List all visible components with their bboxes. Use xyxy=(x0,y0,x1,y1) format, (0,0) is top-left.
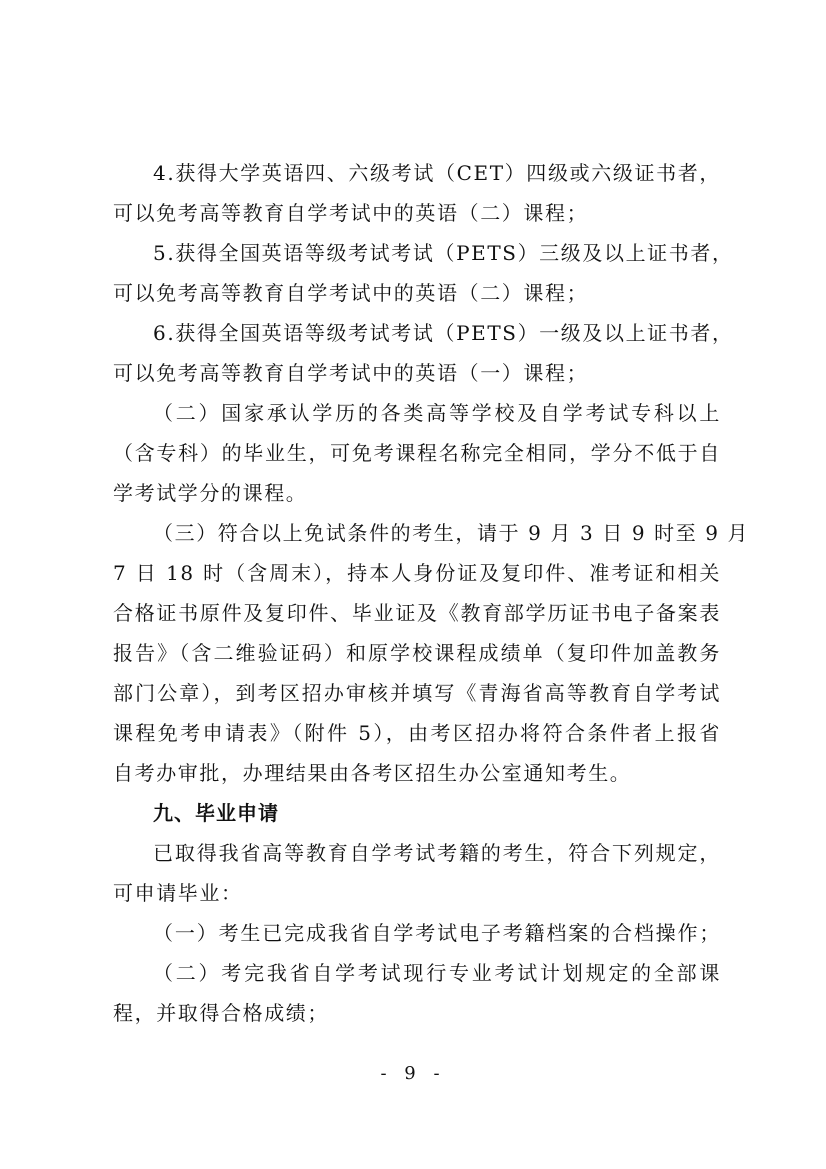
paragraph-line: 5.获得全国英语等级考试考试（PETS）三级及以上证书者， xyxy=(153,241,734,265)
paragraph-line: 合格证书原件及复印件、毕业证及《教育部学历证书电子备案表 xyxy=(113,601,721,625)
paragraph-line: 可申请毕业： xyxy=(113,881,243,905)
page-number: - 9 - xyxy=(380,1063,446,1084)
paragraph-line: 6.获得全国英语等级考试考试（PETS）一级及以上证书者， xyxy=(153,321,734,345)
paragraph-line: 4.获得大学英语四、六级考试（CET）四级或六级证书者， xyxy=(153,161,721,185)
paragraph-line: 程，并取得合格成绩； xyxy=(113,1001,329,1025)
paragraph-line: （二）考完我省自学考试现行专业考试计划规定的全部课 xyxy=(153,961,721,985)
paragraph-line: 部门公章），到考区招办审核并填写《青海省高等教育自学考试 xyxy=(113,681,721,705)
paragraph-line: 课程免考申请表》（附件 5），由考区招办将符合条件者上报省 xyxy=(113,721,721,745)
paragraph-line: （二）国家承认学历的各类高等学校及自学考试专科以上 xyxy=(153,401,721,425)
paragraph-line: （含专科）的毕业生，可免考课程名称完全相同，学分不低于自 xyxy=(113,441,721,465)
paragraph-line: （一）考生已完成我省自学考试电子考籍档案的合档操作； xyxy=(153,921,721,945)
section-heading: 九、毕业申请 xyxy=(153,801,279,825)
paragraph-line: 可以免考高等教育自学考试中的英语（一）课程； xyxy=(113,361,589,385)
paragraph-line: 学考试学分的课程。 xyxy=(113,481,308,505)
paragraph-line: （三）符合以上免试条件的考生，请于 9 月 3 日 9 时至 9 月 xyxy=(153,521,750,545)
paragraph-line: 7 日 18 时（含周末），持本人身份证及复印件、准考证和相关 xyxy=(113,561,721,585)
paragraph-line: 可以免考高等教育自学考试中的英语（二）课程； xyxy=(113,201,589,225)
paragraph-line: 可以免考高等教育自学考试中的英语（二）课程； xyxy=(113,281,589,305)
paragraph-line: 自考办审批，办理结果由各考区招生办公室通知考生。 xyxy=(113,761,632,785)
paragraph-line: 报告》（含二维验证码）和原学校课程成绩单（复印件加盖教务 xyxy=(113,641,721,665)
paragraph-line: 已取得我省高等教育自学考试考籍的考生，符合下列规定， xyxy=(153,841,721,865)
